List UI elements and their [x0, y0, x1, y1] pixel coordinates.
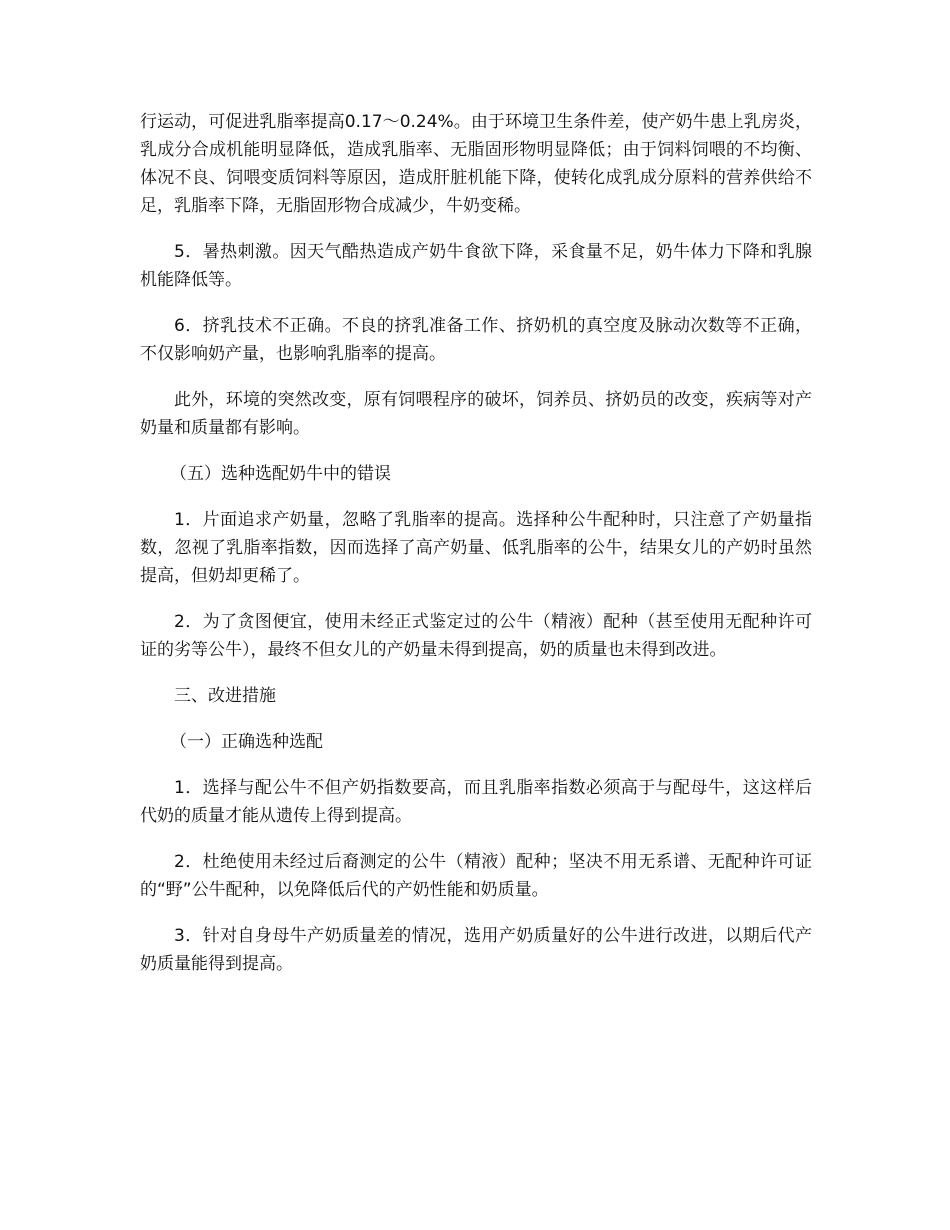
document-body — [140, 108, 812, 996]
paragraph-continuation: 行运动，可促进乳脂率提高0.17～0.24%。由于环境卫生条件差，使产奶牛患上乳房炎，乳成分合成机能明显降低，造成乳脂率、无脂固形物明显降低；由于饲料饲喂的不均衡、体况不良、饲喂变质饲料等原因，造成肝脏机能下降，使转化成乳成分原料的营养供给不足，乳脂率下降，无脂固形物合成减少，牛奶变稀。 — [140, 112, 812, 216]
paragraph-heat-stress: 5．暑热刺激。因天气酷热造成产奶牛食欲下降，采食量不足，奶牛体力下降和乳腺机能降低等。 — [140, 242, 812, 290]
paragraph-breeding-error-2: 2．为了贪图便宜，使用未经正式鉴定过的公牛（精液）配种（甚至使用无配种许可证的劣等公牛），最终不但女儿的产奶量未得到提高，奶的质量也未得到改进。 — [140, 612, 812, 660]
section-heading-correct-breeding: （一）正确选种选配 — [170, 732, 323, 752]
paragraph-improvement-1: 1．选择与配公牛不但产奶指数要高，而且乳脂率指数必须高于与配母牛，这这样后代奶的质量才能从遗传上得到提高。 — [140, 778, 812, 826]
section-heading-breeding-errors: （五）选种选配奶牛中的错误 — [170, 464, 391, 484]
paragraph-milking-technique: 6．挤乳技术不正确。不良的挤乳准备工作、挤奶机的真空度及脉动次数等不正确，不仅影响奶产量，也影响乳脂率的提高。 — [140, 316, 812, 364]
paragraph-improvement-2: 2．杜绝使用未经过后裔测定的公牛（精液）配种；坚决不用无系谱、无配种许可证的“野”公牛配种，以免降低后代的产奶性能和奶质量。 — [140, 852, 812, 900]
paragraph-improvement-3: 3．针对自身母牛产奶质量差的情况，选用产奶质量好的公牛进行改进，以期后代产奶质量能得到提高。 — [140, 926, 812, 974]
section-heading-improvement: 三、改进措施 — [174, 686, 276, 706]
paragraph-breeding-error-1: 1．片面追求产奶量，忽略了乳脂率的提高。选择种公牛配种时，只注意了产奶量指数，忽视了乳脂率指数，因而选择了高产奶量、低乳脂率的公牛，结果女儿的产奶时虽然提高，但奶却更稀了。 — [140, 510, 812, 586]
paragraph-other-factors: 此外，环境的突然改变，原有饲喂程序的破坏，饲养员、挤奶员的改变，疾病等对产奶量和质量都有影响。 — [140, 390, 812, 438]
